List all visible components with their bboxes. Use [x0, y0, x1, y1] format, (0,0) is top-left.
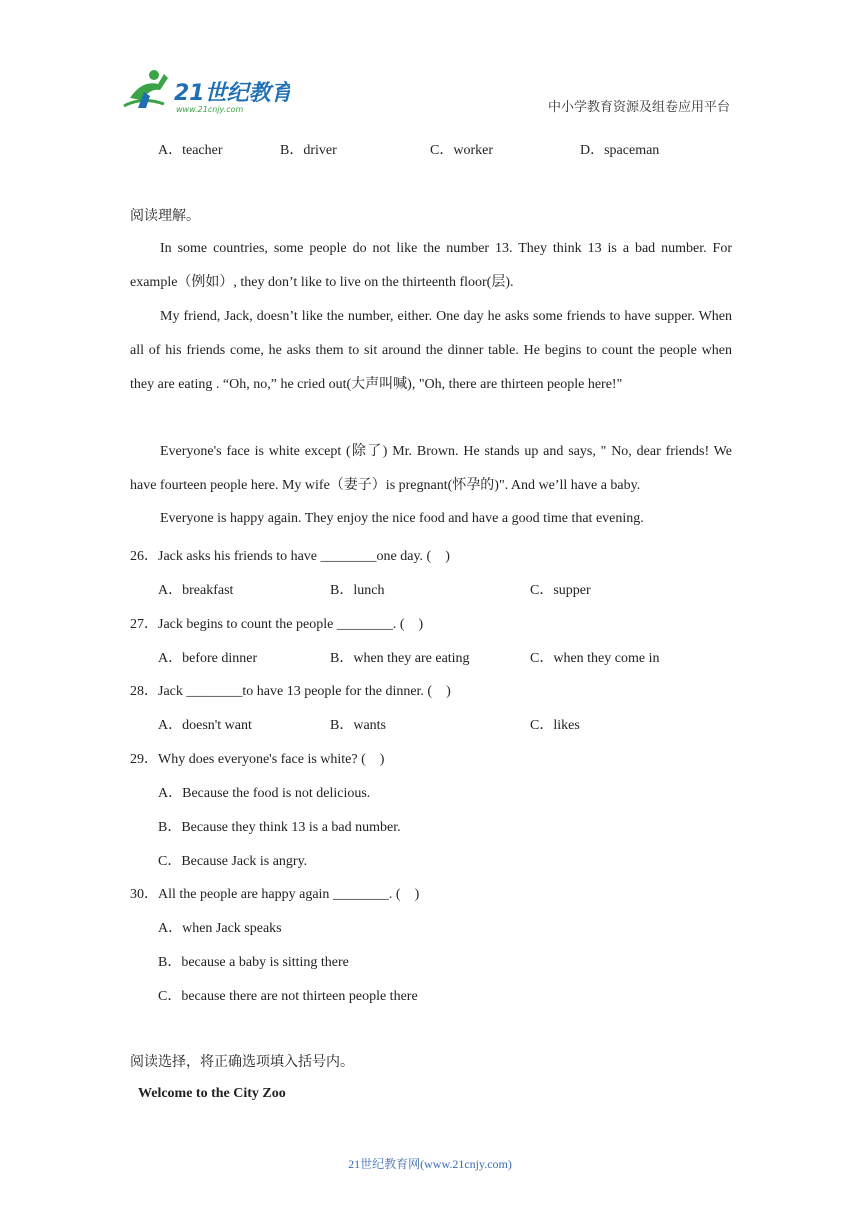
- passage-paragraph-2: My friend, Jack, doesn’t like the number, either. One day he asks some friends to have supper. When all of his friends come, he asks them to sit around the dinner table. He begins to count the people when they are eating . “Oh, no,” he cried out(大声叫喊), "Oh, there are thirteen people here!": [130, 309, 732, 392]
- q26-option-a: A．breakfast: [158, 583, 234, 598]
- prev-option-a: A．teacher: [158, 143, 223, 158]
- section-title-reading-choice: 阅读选择，将正确选项填入括号内。: [130, 1055, 354, 1070]
- q30-option-c: C．because there are not thirteen people there: [158, 989, 418, 1004]
- q27-option-c: C．when they come in: [530, 651, 660, 666]
- passage-paragraph-4: Everyone is happy again. They enjoy the nice food and have a good time that evening.: [160, 511, 644, 526]
- q28-option-a: A．doesn't want: [158, 718, 252, 733]
- svg-text:21世纪教育: 21世纪教育: [174, 81, 290, 106]
- q26-option-c: C．supper: [530, 583, 591, 598]
- q30-option-a: A．when Jack speaks: [158, 921, 282, 936]
- logo: [120, 68, 290, 116]
- prev-option-d: D．spaceman: [580, 143, 660, 158]
- footer-link[interactable]: 21世纪教育网(www.21cnjy.com): [348, 1157, 512, 1171]
- question-26: 26．Jack asks his friends to have ________one day. ( ): [130, 549, 450, 564]
- section-title-reading: 阅读理解。: [130, 209, 200, 224]
- prev-option-c: C．worker: [430, 143, 493, 158]
- question-28: 28．Jack ________to have 13 people for the dinner. ( ): [130, 684, 451, 699]
- q28-option-c: C．likes: [530, 718, 580, 733]
- q26-option-b: B．lunch: [330, 583, 385, 598]
- q27-option-b: B．when they are eating: [330, 651, 470, 666]
- q29-option-c: C．Because Jack is angry.: [158, 854, 308, 869]
- q29-option-b: B．Because they think 13 is a bad number.: [158, 820, 401, 835]
- header-platform-text: 中小学教育资源及组卷应用平台: [548, 99, 731, 114]
- question-29: 29．Why does everyone's face is white? ( ): [130, 752, 385, 767]
- passage-title-city-zoo: Welcome to the City Zoo: [138, 1086, 286, 1101]
- q30-option-b: B．because a baby is sitting there: [158, 955, 349, 970]
- svg-text:www.21cnjy.com: www.21cnjy.com: [176, 105, 244, 114]
- q28-option-b: B．wants: [330, 718, 386, 733]
- question-30: 30．All the people are happy again ________. ( ): [130, 887, 420, 902]
- q27-option-a: A．before dinner: [158, 651, 258, 666]
- q29-option-a: A．Because the food is not delicious.: [158, 786, 371, 801]
- question-27: 27．Jack begins to count the people ________. ( ): [130, 617, 424, 632]
- prev-option-b: B．driver: [280, 143, 337, 158]
- passage-paragraph-3: Everyone's face is white except (除了) Mr. Brown. He stands up and says, " No, dear friends! We have fourteen people here. My wife（妻子）is pregnant(怀孕的)". And we’ll have a baby.: [130, 444, 732, 493]
- passage-paragraph-1: In some countries, some people do not like the number 13. They think 13 is a bad number. For example（例如）, they don’t like to live on the thirteenth floor(层).: [130, 241, 732, 290]
